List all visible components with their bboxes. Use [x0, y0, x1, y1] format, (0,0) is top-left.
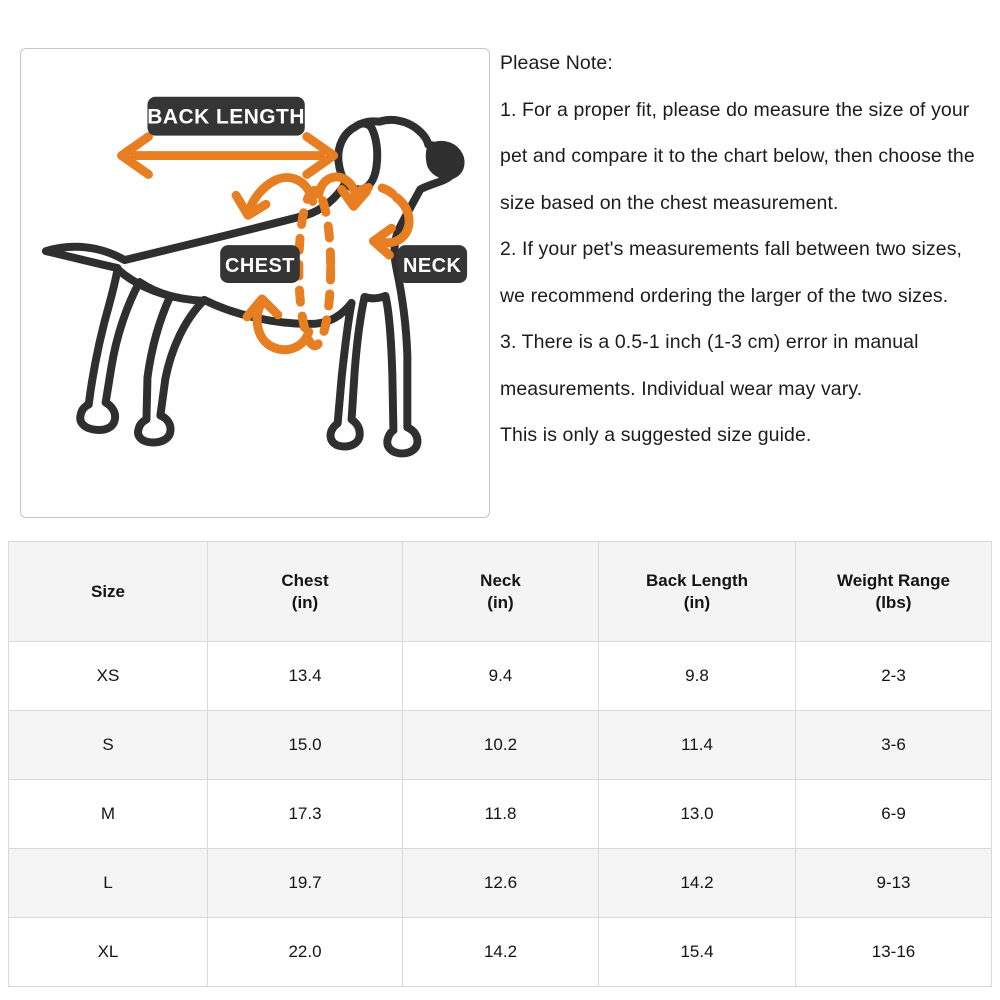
- size-cell: XS: [9, 642, 208, 711]
- back-length-label-text: BACK LENGTH: [147, 105, 305, 129]
- chest-cell: 15.0: [208, 711, 403, 780]
- size-chart-table: [8, 541, 992, 987]
- header-size: [9, 542, 208, 642]
- header-label: Weight Range: [836, 570, 951, 590]
- table-row-m: [9, 780, 992, 849]
- table-row-s: [9, 711, 992, 780]
- back-length-cell: 11.4: [599, 711, 796, 780]
- weight-cell: 3-6: [796, 711, 992, 780]
- size-cell: XL: [9, 918, 208, 987]
- measurement-diagram-panel: [20, 48, 490, 518]
- header-row: [9, 542, 992, 642]
- header-weight-range: [796, 542, 992, 642]
- note-line: 1. For a proper fit, please do measure the size of your: [500, 98, 970, 121]
- notes-section: [500, 40, 998, 459]
- note-line: size based on the chest measurement.: [500, 191, 839, 214]
- header-unit: (in): [487, 592, 514, 612]
- header-chest: [208, 542, 403, 642]
- chest-cell: 13.4: [208, 642, 403, 711]
- size-cell: S: [9, 711, 208, 780]
- header-back-length: [599, 542, 796, 642]
- back-length-cell: 13.0: [599, 780, 796, 849]
- chest-cell: 19.7: [208, 849, 403, 918]
- note-line: we recommend ordering the larger of the two sizes.: [500, 284, 949, 307]
- weight-cell: 6-9: [796, 780, 992, 849]
- neck-cell: 12.6: [403, 849, 599, 918]
- table-row-l: [9, 849, 992, 918]
- note-line: 3. There is a 0.5-1 inch (1-3 cm) error in manual: [500, 331, 919, 353]
- neck-cell: 11.8: [403, 780, 599, 849]
- back-length-cell: 14.2: [599, 849, 796, 918]
- table-row-xs: [9, 642, 992, 711]
- header-label: Chest: [281, 570, 329, 590]
- neck-cell: 10.2: [403, 711, 599, 780]
- back-length-label: [147, 97, 305, 136]
- notes-title: Please Note:: [500, 52, 613, 74]
- note-line: pet and compare it to the chart below, then choose the: [500, 145, 975, 167]
- weight-cell: 2-3: [796, 642, 992, 711]
- neck-label: [397, 245, 467, 283]
- chest-label-text: CHEST: [224, 255, 295, 278]
- size-cell: L: [9, 849, 208, 918]
- header-unit: (lbs): [875, 592, 912, 612]
- header-label: Size: [90, 581, 126, 601]
- back-length-cell: 15.4: [599, 918, 796, 987]
- note-line: This is only a suggested size guide.: [500, 424, 812, 446]
- chest-cell: 17.3: [208, 780, 403, 849]
- neck-label-text: NECK: [403, 255, 462, 278]
- chest-label: [220, 245, 300, 283]
- neck-cell: 9.4: [403, 642, 599, 711]
- table-row-xl: [9, 918, 992, 987]
- header-label: Back Length: [645, 570, 749, 590]
- back-length-arrow: [122, 137, 334, 175]
- header-unit: (in): [683, 592, 711, 612]
- header-label: Neck: [480, 570, 521, 590]
- dog-illustration: [21, 49, 489, 517]
- back-length-cell: 9.8: [599, 642, 796, 711]
- dog-outline: [46, 120, 461, 454]
- note-line: 2. If your pet's measurements fall between two sizes,: [500, 238, 963, 260]
- neck-cell: 14.2: [403, 918, 599, 987]
- weight-cell: 13-16: [796, 918, 992, 987]
- chest-cell: 22.0: [208, 918, 403, 987]
- size-cell: M: [9, 780, 208, 849]
- header-unit: (in): [291, 592, 319, 612]
- weight-cell: 9-13: [796, 849, 992, 918]
- note-line: measurements. Individual wear may vary.: [500, 377, 863, 400]
- header-neck: [403, 542, 599, 642]
